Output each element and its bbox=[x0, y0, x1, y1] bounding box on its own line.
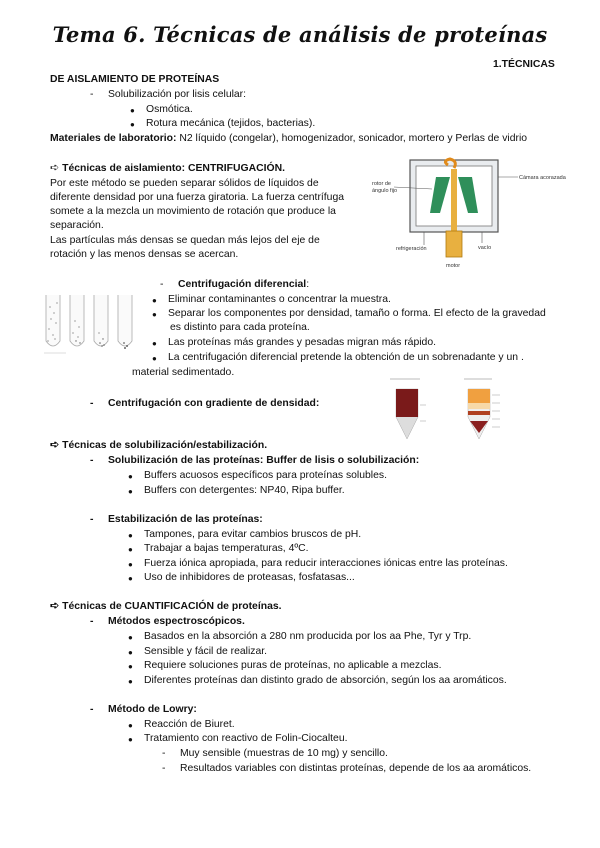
materiales-line bbox=[50, 132, 527, 145]
centrifugacion-p1-line4: separación. bbox=[50, 220, 104, 231]
espectro-point-4: ● Diferentes proteínas dan distinto grado de absorción, según los aa aromáticos. bbox=[144, 674, 507, 687]
diferencial-point-4: ● La centrifugación diferencial pretende la obtención de un sobrenadante y un . bbox=[168, 351, 524, 364]
gradient-tubes-illustration bbox=[380, 375, 530, 445]
cuantificacion-heading-suffix: de proteínas. bbox=[213, 601, 282, 612]
page-title: Tema 6. Técnicas de análisis de proteínas bbox=[52, 22, 548, 47]
centrifugacion-heading bbox=[50, 162, 285, 175]
solubilizacion-heading bbox=[50, 439, 267, 452]
label-refrigeracion: refrigeración bbox=[396, 246, 427, 252]
solubilizacion-subheading: - Solubilización de las proteínas: Buffer de lisis o solubilización: bbox=[108, 454, 419, 467]
estabilizacion-point-1: ● Tampones, para evitar cambios bruscos de pH. bbox=[144, 528, 361, 541]
aislamiento-heading: DE AISLAMIENTO DE PROTEÍNAS bbox=[50, 74, 220, 85]
band-low bbox=[468, 411, 490, 415]
label-camara: Cámara acorazada bbox=[519, 175, 566, 181]
centrifugacion-p2-line1: Las partículas más densas se quedan más lejos del eje de bbox=[50, 235, 320, 246]
lowry-subpoint-2: - Resultados variables con distintas proteínas, depende de los aa aromáticos. bbox=[180, 762, 531, 775]
solubilizacion-point-2: ● Buffers con detergentes: NP40, Ripa buffer. bbox=[144, 484, 345, 497]
centrifugacion-heading-strong: CENTRIFUGACIÓN. bbox=[188, 163, 285, 174]
cuantificacion-heading-strong: CUANTIFICACIÓN bbox=[124, 601, 214, 612]
label-rotor-1: rotor de bbox=[372, 181, 391, 187]
lowry-point-2: ● Tratamiento con reactivo de Folin-Ciocalteu. bbox=[144, 732, 347, 745]
label-vacio: vacío bbox=[478, 245, 492, 251]
tube-1 bbox=[46, 295, 60, 346]
materiales-text: N2 líquido (congelar), homogenizador, sonicador, mortero y Perlas de vidrio bbox=[176, 133, 528, 144]
estabilizacion-point-2: ● Trabajar a bajas temperaturas, 4ºC. bbox=[144, 542, 309, 555]
diferencial-point-1: ● Eliminar contaminantes o concentrar la muestra. bbox=[168, 293, 391, 306]
espectro-heading: - Métodos espectroscópicos. bbox=[108, 615, 245, 628]
motor-block bbox=[446, 231, 462, 257]
centrifuge-diagram bbox=[372, 155, 566, 271]
tube-4 bbox=[118, 295, 132, 346]
diferencial-label: Centrifugación diferencial bbox=[178, 279, 307, 290]
solubilizacion-heading-text: Técnicas de solubilización/estabilización. bbox=[62, 440, 268, 451]
centrifugacion-p2-line2: rotación y las menos densas se acercan. bbox=[50, 249, 239, 260]
rotura-item: ● Rotura mecánica (tejidos, bacterias). bbox=[146, 117, 315, 130]
osmotica-item: ● Osmótica. bbox=[146, 103, 193, 116]
estabilizacion-point-3: ● Fuerza iónica apropiada, para reducir interacciones iónicas entre las proteínas. bbox=[144, 557, 508, 570]
lowry-heading: - Método de Lowry: bbox=[108, 703, 197, 716]
diferencial-point-2-cont: es distinto para cada proteína. bbox=[170, 322, 310, 333]
gradiente-item: - Centrifugación con gradiente de densidad: bbox=[108, 397, 319, 410]
arrow-icon: ➪ bbox=[50, 162, 60, 174]
section-number: 1.TÉCNICAS bbox=[493, 59, 555, 70]
band-pellet bbox=[470, 421, 488, 433]
estabilizacion-heading: - Estabilización de las proteínas: bbox=[108, 513, 263, 526]
arrow-icon: ➪ bbox=[50, 439, 60, 451]
label-rotor-2: ángulo fijo bbox=[372, 188, 398, 194]
espectro-point-1: ● Basados en la absorción a 280 nm producida por los aa Phe, Tyr y Trp. bbox=[144, 630, 471, 643]
tube-3 bbox=[94, 295, 108, 346]
espectro-point-2: ● Sensible y fácil de realizar. bbox=[144, 645, 267, 658]
solubilizacion-point-1: ● Buffers acuosos específicos para proteínas solubles. bbox=[144, 469, 387, 482]
lowry-point-1: ● Reacción de Biuret. bbox=[144, 718, 235, 731]
lowry-subpoint-1: - Muy sensible (muestras de 10 mg) y sencillo. bbox=[180, 747, 388, 760]
label-motor: motor bbox=[446, 263, 461, 269]
materiales-label: Materiales de laboratorio: bbox=[50, 133, 177, 144]
centrifugacion-p1-line3: somete a la mezcla un movimiento de rotación que produce la bbox=[50, 206, 336, 217]
band-top bbox=[468, 389, 490, 403]
centrifugacion-p1-line1: Por este método se pueden separar sólidos de líquidos de bbox=[50, 178, 319, 189]
tubes-illustration bbox=[42, 293, 140, 355]
diferencial-point-3: ● Las proteínas más grandes y pesadas migran más rápido. bbox=[168, 336, 436, 349]
cuantificacion-heading-prefix: Técnicas de bbox=[62, 601, 125, 612]
band-mid bbox=[468, 403, 490, 409]
diferencial-point-2: ● Separar los componentes por densidad, tamaño o forma. El efecto de la gravedad bbox=[168, 307, 546, 320]
diferencial-colon: : bbox=[306, 279, 310, 290]
tube-2 bbox=[70, 295, 84, 346]
diferencial-point-4-cont: material sedimentado. bbox=[132, 367, 235, 378]
estabilizacion-point-4: ● Uso de inhibidores de proteasas, fosfatasas... bbox=[144, 571, 355, 584]
lisis-item: - Solubilización por lisis celular: bbox=[108, 88, 246, 101]
tube-before-sample bbox=[396, 389, 418, 417]
centrifugacion-p1-line2: diferente densidad por una fuerza giratoria. La fuerza centrífuga bbox=[50, 192, 345, 203]
rotor-shaft bbox=[451, 169, 457, 231]
diferencial-item bbox=[178, 278, 309, 291]
espectro-point-3: ● Requiere soluciones puras de proteínas, no aplicable a mezclas. bbox=[144, 659, 441, 672]
centrifugacion-heading-prefix: Técnicas de aislamiento: bbox=[62, 163, 188, 174]
arrow-icon: ➪ bbox=[50, 600, 60, 612]
cuantificacion-heading bbox=[50, 600, 282, 613]
